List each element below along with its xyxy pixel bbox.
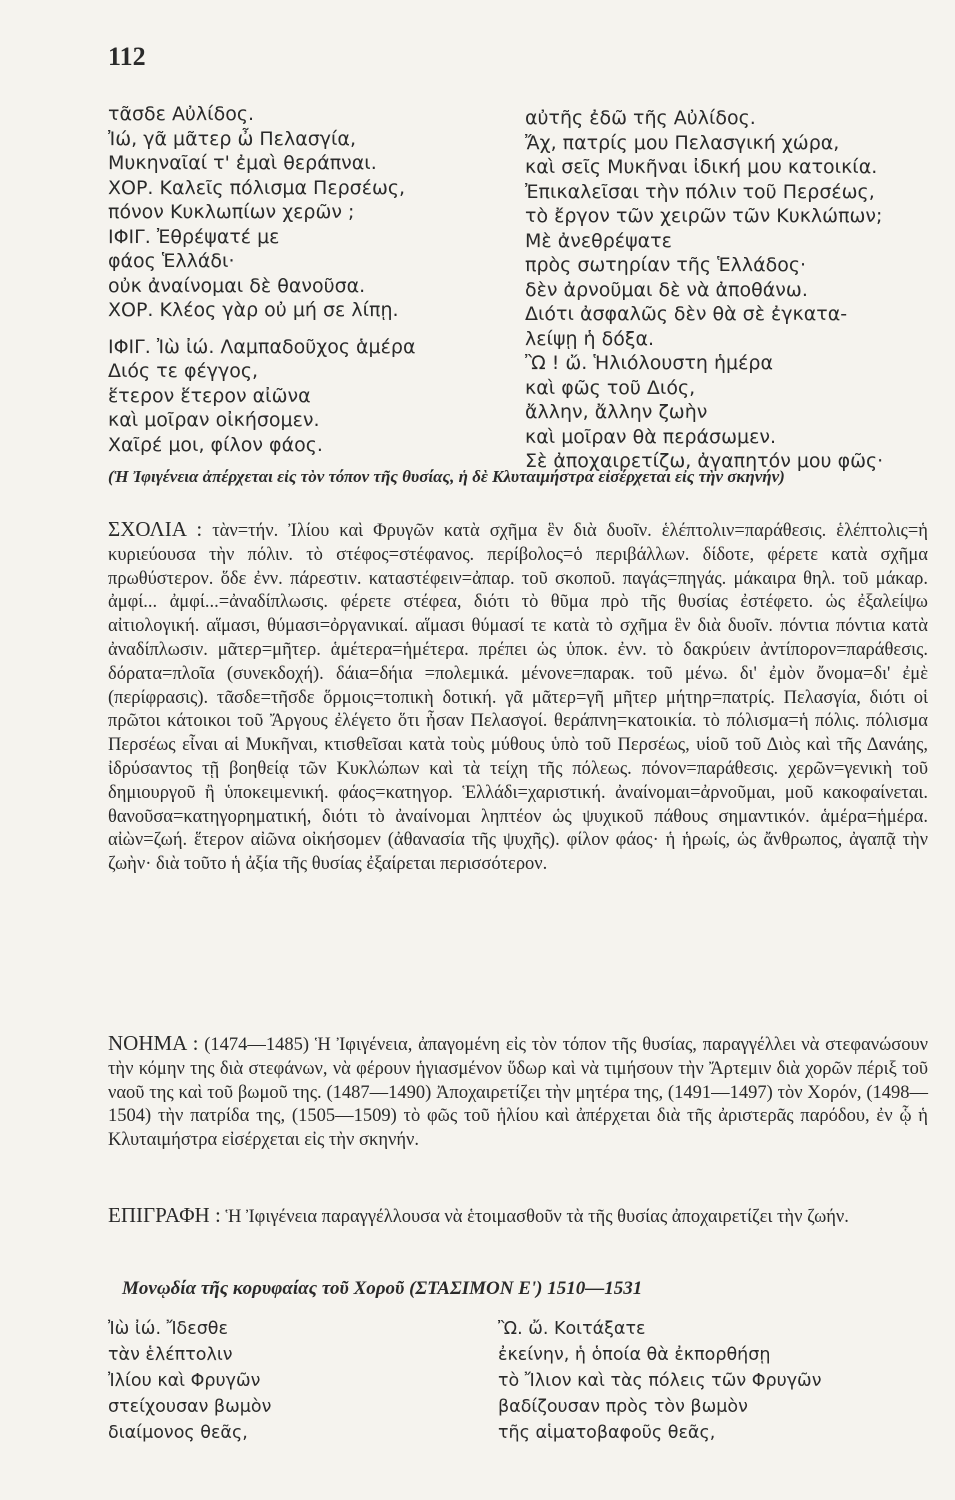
translation-line: Διότι ἀσφαλῶς δὲν θὰ σὲ ἐγκατα-: [525, 303, 848, 325]
verse-line: Μυκηναῖαί τ' ἐμαὶ θεράπναι.: [108, 152, 377, 174]
verse-original-column: [108, 102, 416, 457]
epigrafi-heading: ΕΠΙΓΡΑΦΗ :: [108, 1203, 221, 1227]
monody-line: τὰν ἑλέπτολιν: [108, 1345, 233, 1365]
monody-translation-column: [498, 1316, 822, 1446]
scholia-heading: ΣΧΟΛΙΑ :: [108, 517, 203, 541]
translation-line: πρὸς σωτηρίαν τῆς Ἑλλάδος·: [525, 254, 807, 276]
verse-line: Διός τε φέγγος,: [108, 360, 259, 382]
stage-direction: (Ἡ Ἰφιγένεια ἀπέρχεται εἰς τὸν τόπον τῆς θυσίας, ἡ δὲ Κλυταιμήστρα εἰσέρχεται εἰς τὴν σκηνήν): [108, 467, 785, 486]
verse-line: ΙΦΙΓ. Ἰὼ ἰώ. Λαμπαδοῦχος ἁμέρα: [108, 335, 416, 358]
translation-line: λείψῃ ἡ δόξα.: [525, 327, 655, 350]
translation-line: αὐτῆς ἐδῶ τῆς Αὐλίδος.: [525, 107, 756, 129]
monody-line: Ἰλίου καὶ Φρυγῶν: [108, 1371, 261, 1391]
translation-line: καὶ σεῖς Μυκῆναι ἰδική μου κατοικία.: [525, 156, 878, 178]
monody-translation-line: τῆς αἱματοβαφοῦς θεᾶς,: [498, 1423, 716, 1443]
noima-text: (1474—1485) Ἡ Ἰφιγένεια, ἀπαγομένη εἰς τὸν τόπον τῆς θυσίας, παραγγέλλει νὰ στεφανώσουν τὴν κόμην της διὰ στεφάνων, νὰ φέρουν ἡγιασμένον ὕδωρ καὶ νὰ τιμήσουν τὴν Ἄρτεμιν διὰ χορῶν πέριξ τοῦ ναοῦ της καὶ τοῦ βωμοῦ της. (1487—1490) Ἀποχαιρετίζει τὴν μητέρα της, (1491—1497) τὸν Χορόν, (1498—1504) τὴν πατρίδα της, (1505—1509) τὸ φῶς τοῦ ἡλίου καὶ ἀπέρχεται διὰ τῆς ἀριστερᾶς παρόδου, ἐν ᾧ ἡ Κλυταιμήστρα εἰσέρχεται εἰς τὴν σκηνήν.: [108, 1035, 928, 1151]
translation-line: Μὲ ἀνεθρέψατε: [525, 229, 672, 252]
verse-line: ἕτερον ἕτερον αἰῶνα: [108, 384, 311, 407]
verse-line: ΙΦΙΓ. Ἐθρέψατέ με: [108, 225, 280, 248]
translation-line: Ἐπικαλεῖσαι τὴν πόλιν τοῦ Περσέως,: [525, 180, 875, 203]
verse-line: ΧΟΡ. Καλεῖς πόλισμα Περσέως,: [108, 176, 406, 199]
noima-heading: ΝΟΗΜΑ :: [108, 1031, 199, 1055]
verse-line: ΧΟΡ. Κλέος γὰρ οὐ μή σε λίπῃ.: [108, 299, 399, 321]
translation-line: Σὲ ἀποχαιρετίζω, ἀγαπητόν μου φῶς·: [525, 450, 884, 472]
verse-line: φάος Ἑλλάδι·: [108, 250, 235, 272]
translation-line: τὸ ἔργον τῶν χειρῶν τῶν Κυκλώπων;: [525, 205, 883, 227]
translation-line: Ὢ ! ὤ. Ἡλιόλουστη ἡμέρα: [525, 352, 773, 374]
verse-line: οὐκ ἀναίνομαι δὲ θανοῦσα.: [108, 274, 366, 297]
verse-line: Χαῖρέ μοι, φίλον φάος.: [108, 433, 323, 456]
translation-line: ἄλλην, ἄλλην ζωὴν: [525, 401, 708, 423]
monody-translation-line: Ὢ. ὤ. Κοιτάξατε: [498, 1319, 646, 1339]
monody-title: Μονῳδία τῆς κορυφαίας τοῦ Χοροῦ (ΣΤΑΣΙΜΟΝ Ε') 1510—1531: [122, 1278, 643, 1299]
monody-line: στείχουσαν βωμὸν: [108, 1397, 272, 1417]
page-number: 112: [108, 42, 146, 71]
scholia-text: τὰν=τήν. Ἰλίου καὶ Φρυγῶν κατὰ σχῆμα ἓν διὰ δυοῖν. ἑλέπτολιν=παράθεσις. ἑλέπτολις=ἡ κυριεύουσα τὴν πόλιν. τὸ στέφος=στέφανος. περίβολος=ὁ περιβάλλων. δίδοτε, φέρετε κατὰ σχῆμα πρωθύστερον. ὅδε ἐνν. πάρεστιν. καταστέφειν=ἀπαρ. τοῦ σκοποῦ. παγάς=πηγάς. μάκαιρα θηλ. τοῦ μάκαρ. ἀμφί... ἀμφί...=ἀναδίπλωσις. φέρετε στέφεα, διότι τὸ θῦμα πρὸ τῆς θυσίας ἐστέφετο. ὡς ἐξαλείψω αἰτιολογική. αἵμασι, θύμασι=ὀργανικαί. αἵμασι θύμασί τε κατὰ τὸ σχῆμα ἓν διὰ δυοῖν. πόντια πόντια κατὰ ἀναδίπλωσιν. μᾶτερ=μῆτερ. ἁμέτερα=ἡμέτερα. πρέπει ὡς ὑποκ. ἐνν. τὸ δακρύειν ἀντίπορον=παράθεσις. δόρατα=πλοῖα (συνεκδοχή). δάια=δήια =πολεμικά. μένονε=παρακ. τοῦ μένω. δι' ἐμὸν ὄνομα=δι' ἐμὲ (περίφρασις). τᾶσδε=τῆσδε ὅρμοις=τοπικὴ δοτική. γᾶ μᾶτερ=γῆ μῆτερ μήτηρ=πατρίς. Πελασγία, διότι οἱ πρῶτοι κάτοικοι τοῦ Ἄργους ἐλέγετο ὅτι ἦσαν Πελασγοί. θεράπνη=κατοικία. τὸ πόλισμα=ἡ πόλις. πόλισμα Περσέως εἶναι αἱ Μυκῆναι, κτισθεῖσαι κατὰ τοὺς μύθους ὑπὸ τοῦ Περσέως, υἱοῦ τοῦ Διὸς καὶ τῆς Δανάης, ἰδρύσαντος τῇ βοηθείᾳ τῶν Κυκλώπων καὶ τὰ τείχη τῆς πόλεως. πόνον=παράθεσις. χερῶν=γενικὴ τοῦ δημιουργοῦ ἢ ὑποκειμενική. φάος=κατηγορ. Ἑλλάδι=χαριστική. ἀναίνομαι=ἀρνοῦμαι, μοῦ κακοφαίνεται. θανοῦσα=κατηγορηματική, διότι τὸ ἀναίνομαι ληπτέον ὡς ψυχικοῦ πάθους σημαντικόν. ἁμέρα=ἡμέρα. αἰὼν=ζωή. ἕτερον αἰῶνα οἰκήσομεν (ἀθανασία τῆς ψυχῆς). φίλον φάος· ἡ ἡρωίς, ὡς ἄνθρωπος, ἀγαπᾷ τὴν ζωὴν· διὰ τοῦτο ἡ ἀξία τῆς θυσίας ἐξαίρεται περισσότερον.: [108, 521, 928, 875]
verse-line: καὶ μοῖραν οἰκήσομεν.: [108, 409, 320, 431]
monody-line: Ἰὼ ἰώ. Ἴδεσθε: [108, 1319, 228, 1339]
monody-translation-line: ἐκείνην, ἡ ὁποία θὰ ἐκπορθήσῃ: [498, 1345, 771, 1365]
verse-line: Ἰώ, γᾶ μᾶτερ ὦ Πελασγία,: [108, 127, 356, 150]
epigrafi-text: Ἡ Ἰφιγένεια παραγγέλλουσα νὰ ἑτοιμασθοῦν τὰ τῆς θυσίας ἀποχαιρετίζει τὴν ζωήν.: [225, 1207, 849, 1227]
monody-translation-line: βαδίζουσαν πρὸς τὸν βωμὸν: [498, 1397, 748, 1417]
scholia-section: [108, 518, 928, 877]
noima-section: [108, 1032, 928, 1153]
verse-line: τᾶσδε Αὐλίδος.: [108, 103, 255, 125]
epigrafi-section: [108, 1204, 928, 1230]
translation-line: καὶ μοῖραν θὰ περάσωμεν.: [525, 425, 777, 448]
monody-original-column: [108, 1316, 271, 1446]
translation-line: καὶ φῶς τοῦ Διός,: [525, 376, 696, 399]
translation-line: δὲν ἀρνοῦμαι δὲ νὰ ἀποθάνω.: [525, 278, 808, 301]
verse-line: [108, 323, 416, 335]
verse-translation-column: [525, 106, 883, 474]
verse-line: πόνον Κυκλωπίων χερῶν ;: [108, 201, 355, 223]
monody-translation-line: τὸ Ἴλιον καὶ τὰς πόλεις τῶν Φρυγῶν: [498, 1371, 822, 1391]
translation-line: Ἄχ, πατρίς μου Πελασγική χώρα,: [525, 131, 840, 154]
monody-line: διαίμονος θεᾶς,: [108, 1423, 248, 1443]
